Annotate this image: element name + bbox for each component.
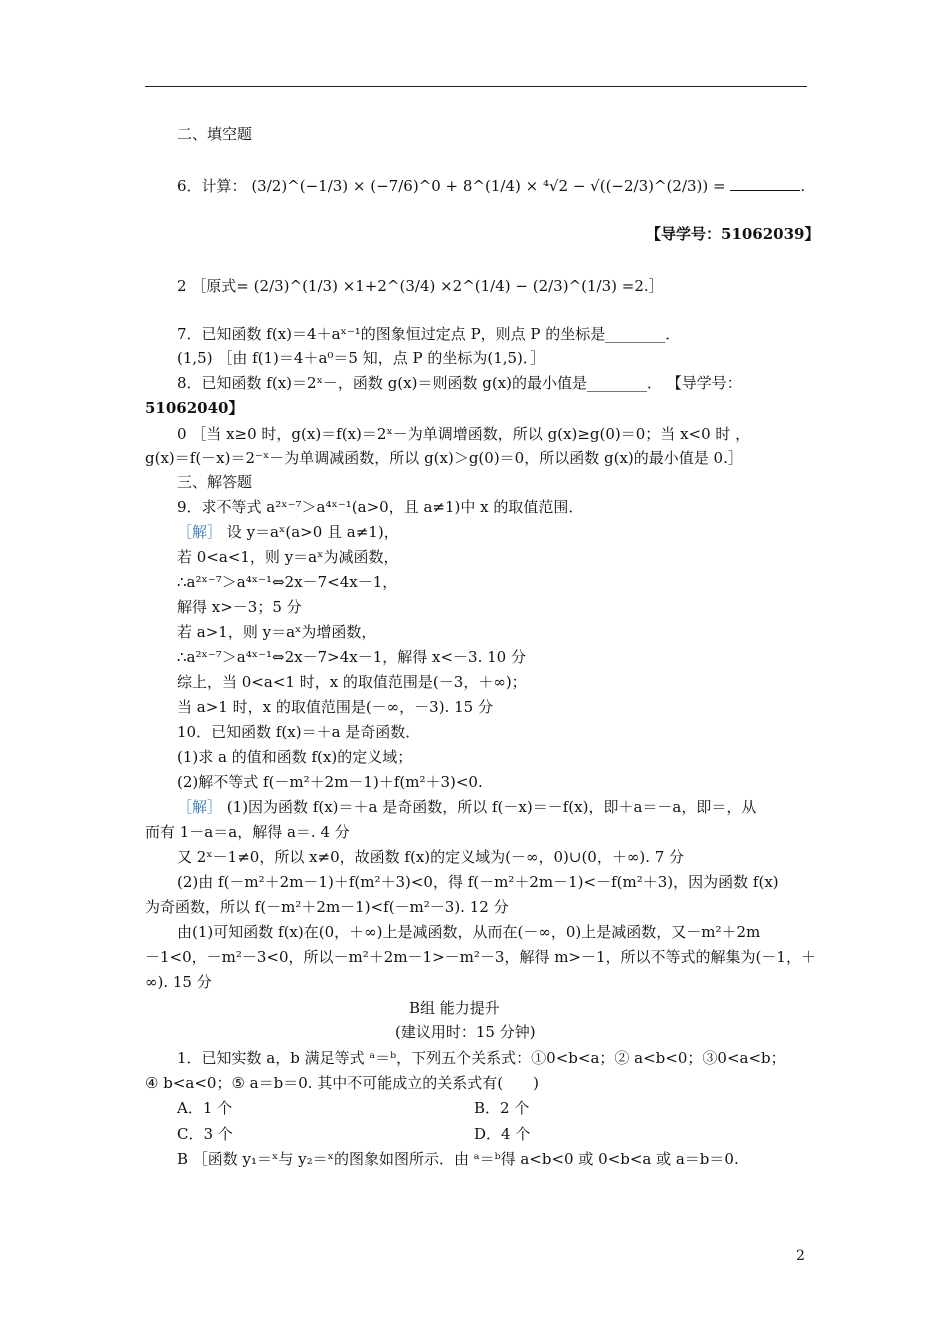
q10-question: 10．已知函数 f(x)＝＋a 是奇函数． xyxy=(177,723,421,741)
q6-tail: . xyxy=(800,177,806,195)
b1-option-b: B．2 个 xyxy=(474,1099,530,1117)
q9-solution-line-2: 若 0<a<1，则 y＝aˣ为减函数， xyxy=(177,548,399,566)
q6-expression: (3/2)^(−1/3) × (−7/6)^0 + 8^(1/4) × ⁴√2 − √((−2/3)^(2/3)) = xyxy=(251,177,726,195)
q6-prefix: 6．计算： xyxy=(177,177,247,195)
q9-solution-line-7: 综上，当 0<a<1 时，x 的取值范围是(－3，＋∞)； xyxy=(177,673,527,691)
group-b-title: B组 能力提升 xyxy=(409,999,500,1017)
q6-answer-expression: (2/3)^(1/3) ×1+2^(3/4) ×2^(1/4) − (2/3)^(1/3) =2.］ xyxy=(253,277,664,295)
q6-answer-blank xyxy=(730,176,800,191)
q9-solution-text-1: 设 y＝aˣ(a>0 且 a≠1)， xyxy=(226,523,399,541)
q10-solution-line-6: 由(1)可知函数 f(x)在(0，＋∞)上是减函数，从而在(－∞，0)上是减函数，又－m²＋2m xyxy=(177,923,761,941)
q10-solution-line-3: 又 2ˣ－1≠0，所以 x≠0，故函数 f(x)的定义域为(－∞，0)∪(0，＋∞). 7 分 xyxy=(177,848,685,866)
q10-solution-line-7: －1<0，－m²－3<0，所以－m²＋2m－1>－m²－3，解得 m>－1，所以不等式的解集为(－1，＋ xyxy=(145,948,816,966)
q10-solution-tag: ［解］ xyxy=(177,798,223,816)
q10-solution-text-1: (1)因为函数 f(x)＝＋a 是奇函数，所以 f(－x)＝－f(x)，即＋a＝－a，即＝，从 xyxy=(226,798,757,816)
q9-solution-line-6: ∴a²ˣ⁻⁷＞a⁴ˣ⁻¹⇔2x－7>4x－1，解得 x<－3. 10 分 xyxy=(177,648,526,666)
q9-solution-line-3: ∴a²ˣ⁻⁷＞a⁴ˣ⁻¹⇔2x－7<4x－1， xyxy=(177,573,398,591)
q6-answer xyxy=(177,276,664,296)
q9-solution-tag: ［解］ xyxy=(177,523,223,541)
b1-option-a: A．1 个 xyxy=(177,1099,233,1117)
q8-reference-number: 51062040】 xyxy=(145,399,244,417)
q10-solution-line-4: (2)由 f(－m²＋2m－1)＋f(m²＋3)<0，得 f(－m²＋2m－1)<－f(m²＋3)，因为函数 f(x) xyxy=(177,873,779,891)
q6-answer-prefix: 2 ［原式= xyxy=(177,277,249,295)
section-heading-solve: 三、解答题 xyxy=(177,473,253,491)
q10-solution-line-2: 而有 1－a＝a，解得 a＝. 4 分 xyxy=(145,823,350,841)
q10-part-1: (1)求 a 的值和函数 f(x)的定义域； xyxy=(177,748,413,766)
q9-solution-line-1 xyxy=(177,522,399,542)
b1-option-d: D．4 个 xyxy=(474,1125,531,1143)
q9-solution-line-5: 若 a>1，则 y＝aˣ为增函数， xyxy=(177,623,377,641)
q10-solution-line-1 xyxy=(177,797,756,817)
q9-solution-line-8: 当 a>1 时，x 的取值范围是(－∞，－3). 15 分 xyxy=(177,698,493,716)
q6-reference-number: 【导学号：51062039】 xyxy=(646,225,820,243)
q9-solution-line-4: 解得 x>－3；5 分 xyxy=(177,598,302,616)
q9-question: 9．求不等式 a²ˣ⁻⁷＞a⁴ˣ⁻¹(a>0，且 a≠1)中 x 的取值范围． xyxy=(177,498,584,516)
q6-line xyxy=(177,176,805,196)
q7-question: 7．已知函数 f(x)＝4＋aˣ⁻¹的图象恒过定点 P，则点 P 的坐标是________． xyxy=(177,325,681,343)
b1-option-c: C．3 个 xyxy=(177,1125,233,1143)
q10-solution-line-8: ∞). 15 分 xyxy=(145,973,212,991)
section-heading-fill: 二、填空题 xyxy=(177,125,253,143)
q8-question: 8．已知函数 f(x)＝2ˣ－，函数 g(x)＝则函数 g(x)的最小值是________． 【导学号： xyxy=(177,374,742,392)
b1-answer: B ［函数 y₁＝ˣ与 y₂＝ˣ的图象如图所示．由 ᵃ＝ᵇ得 a<b<0 或 0<b<a 或 a＝b＝0. xyxy=(177,1150,739,1168)
b1-question-line-2: ④ b<a<0；⑤ a＝b＝0. 其中不可能成立的关系式有( ) xyxy=(145,1074,539,1092)
q10-solution-line-5: 为奇函数，所以 f(－m²＋2m－1)<f(－m²－3). 12 分 xyxy=(145,898,509,916)
q10-part-2: (2)解不等式 f(－m²＋2m－1)＋f(m²＋3)<0. xyxy=(177,773,483,791)
b1-question-line-1: 1．已知实数 a，b 满足等式 ᵃ＝ᵇ，下列五个关系式：①0<b<a；② a<b<0；③0<a<b； xyxy=(177,1049,786,1067)
page-number: 2 xyxy=(796,1248,805,1264)
header-rule xyxy=(145,86,807,87)
group-b-time: (建议用时：15 分钟) xyxy=(395,1023,536,1041)
q7-answer: (1,5) ［由 f(1)＝4＋a⁰＝5 知，点 P 的坐标为(1,5)．］ xyxy=(177,349,546,367)
q8-answer-line-2: g(x)＝f(－x)＝2⁻ˣ－为单调减函数，所以 g(x)＞g(0)＝0，所以函数 g(x)的最小值是 0.］ xyxy=(145,449,743,467)
q8-answer-line-1: 0 ［当 x≥0 时，g(x)＝f(x)＝2ˣ－为单调增函数，所以 g(x)≥g(0)＝0；当 x<0 时 ， xyxy=(177,425,751,443)
